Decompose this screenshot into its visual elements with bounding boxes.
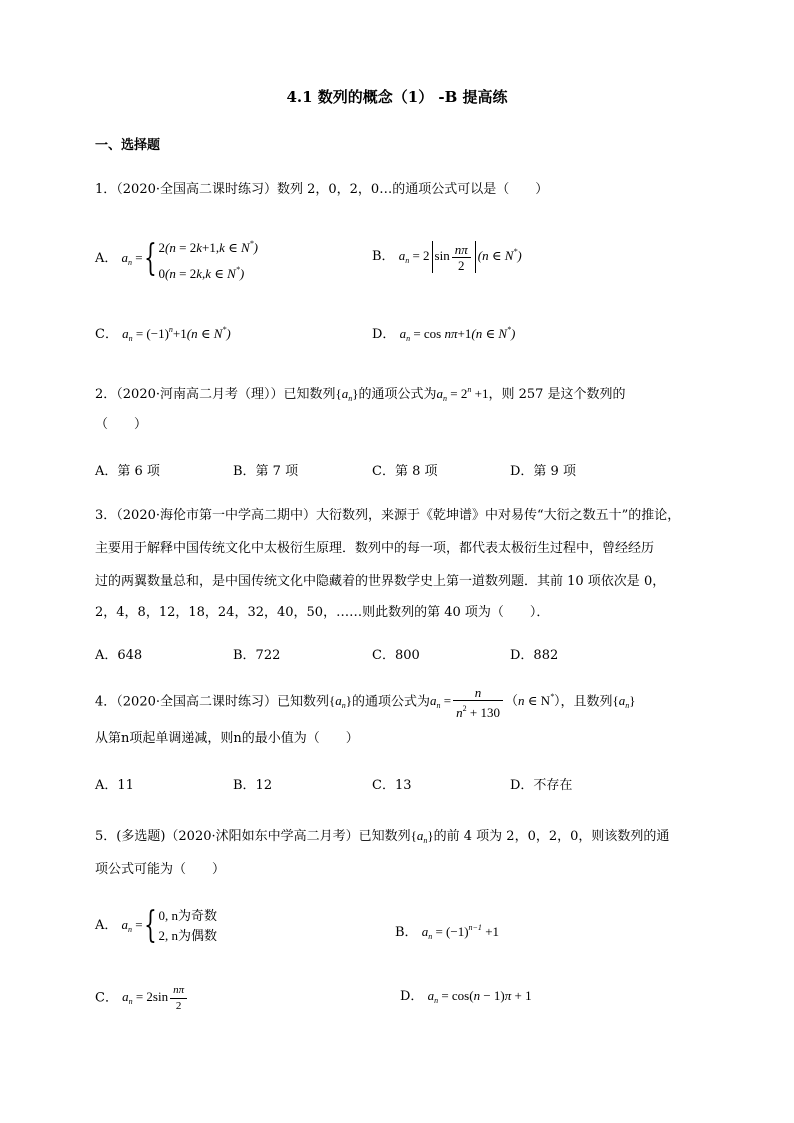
q3-line4: 2，4，8，12，18，24，32，40，50，……则此数列的第 40 项为（ ）． [95,605,550,620]
q5-line2: 项公式可能为（ ） [95,862,226,877]
q5-option-d-formula: $a_n = \cos(n - 1)\pi + 1$ [427,988,532,1005]
q5-option-a [95,906,217,946]
q5-option-b-formula: $a_n = (-1)^{n-1} +1$ [421,923,500,941]
q2-stem-line2: （ ） [95,417,148,432]
q3-line1: 3．（2020·海伦市第一中学高二期中）大衍数列，来源于《乾坤谱》中对易传“大衍之数五十”的推论， [95,508,681,523]
q4-stem [95,685,636,720]
q4-option-d: D．不存在 [510,778,573,793]
q2-stem-pre: 2．（2020·河南高二月考（理））已知数列 [95,387,336,402]
q1-option-a [95,233,258,285]
q5-option-c [95,983,189,1014]
q2-seq-symbol: $\{a_n\}$ [335,386,359,403]
q1-option-b-formula: $a_n = 2$ sin $\frac{n\pi}{2}$ (n ∈ N*) [398,241,522,273]
q5-option-b [395,921,499,941]
q2-stem-post: ，则 257 是这个数列的 [488,387,626,402]
q4-seq-symbol: $\{a_n\}$ [329,693,352,711]
q4-line2: 从第n项起单调递减，则n的最小值为（ ） [95,731,359,746]
q5-option-c-label: C． [95,990,118,1006]
q3-option-d: D．882 [510,648,559,663]
q3-line3: 过的两翼数量总和，是中国传统文化中隐藏着的世界数学史上第一道数列题．其前 10 项依次是 0， [95,574,666,589]
q5-option-b-label: B． [395,925,418,940]
q4-domain: （n ∈ N*） [504,692,561,709]
q1-option-b [372,241,522,273]
q1-option-d [372,323,515,343]
q3-option-c: C．800 [372,648,420,663]
q4-formula: $a_n$ = $\frac{n}{n^2 + 130}$ [430,693,505,708]
q1-option-c [95,323,231,343]
q2-option-d: D．第 9 项 [510,464,576,479]
q5-option-c-formula: $a_n = 2\sin$ $\frac{n\pi}{2}$ [122,989,189,1004]
q4-option-b: B．12 [233,778,273,793]
q4-stem-mid: 的通项公式为 [352,694,431,710]
page-title: 4.1 数列的概念（1） -B 提高练 [286,88,508,106]
q1-option-a-formula: $a_n$ ={ 2(n = 2k+1,k ∈ N*) 0(n = 2k,k ∈ N*) [121,238,259,281]
q5-option-d-label: D． [400,989,424,1004]
q5-option-a-label: A． [95,917,118,933]
q3-line2: 主要用于解释中国传统文化中太极衍生原理．数列中的每一项，都代表太极衍生过程中，曾经经历 [95,541,655,556]
q1-option-d-formula: $a_n = \cos n\pi+1(n$ ∈ N*) [399,325,516,343]
q4-stem-post: ，且数列 [560,694,613,710]
q4-option-c: C．13 [372,778,412,793]
q1-option-d-label: D． [372,327,396,342]
q5-option-a-case2: 2, n为偶数 [158,928,218,943]
q5-stem-post: 的前 4 项为 2，0，2，0，则该数列的通 [433,829,670,844]
q5-seq-symbol: $\{a_n\}$ [410,828,434,845]
q3-option-a: A．648 [95,648,143,663]
q1-option-a-label: A． [95,250,118,266]
q5-option-a-case1: 0, n为奇数 [158,908,218,923]
section-heading: 一、选择题 [95,138,161,153]
q1-option-b-label: B． [372,248,395,264]
q5-stem [95,826,669,851]
q2-option-b: B．第 7 项 [233,464,299,479]
q2-formula: $a_n = 2^n +1$ [436,385,489,403]
q1-stem: 1．（2020·全国高二课时练习）数列 2，0，2，0…的通项公式可以是（ ） [95,182,549,197]
q2-stem [95,380,626,409]
q2-option-c: C．第 8 项 [372,464,438,479]
q2-stem-mid: 的通项公式为 [358,387,437,402]
q4-stem-pre: 4．（2020·全国高二课时练习）已知数列 [95,694,329,710]
q4-seq-symbol-2: $\{a_n\}$ [612,693,636,711]
q5-option-a-formula: $a_n$ ={ 0, n为奇数 2, n为偶数 [121,905,218,946]
q5-stem-pre: 5．(多选题)（2020·沭阳如东中学高二月考）已知数列 [95,829,411,844]
q3-option-b: B．722 [233,648,281,663]
q1-option-c-label: C． [95,327,118,342]
q2-option-a: A．第 6 项 [95,464,160,479]
q1-option-c-formula: $a_n = (-1)^n+1(n$ ∈ N*) [122,325,231,343]
q4-option-a: A．11 [95,778,134,793]
q5-option-d [400,985,532,1005]
